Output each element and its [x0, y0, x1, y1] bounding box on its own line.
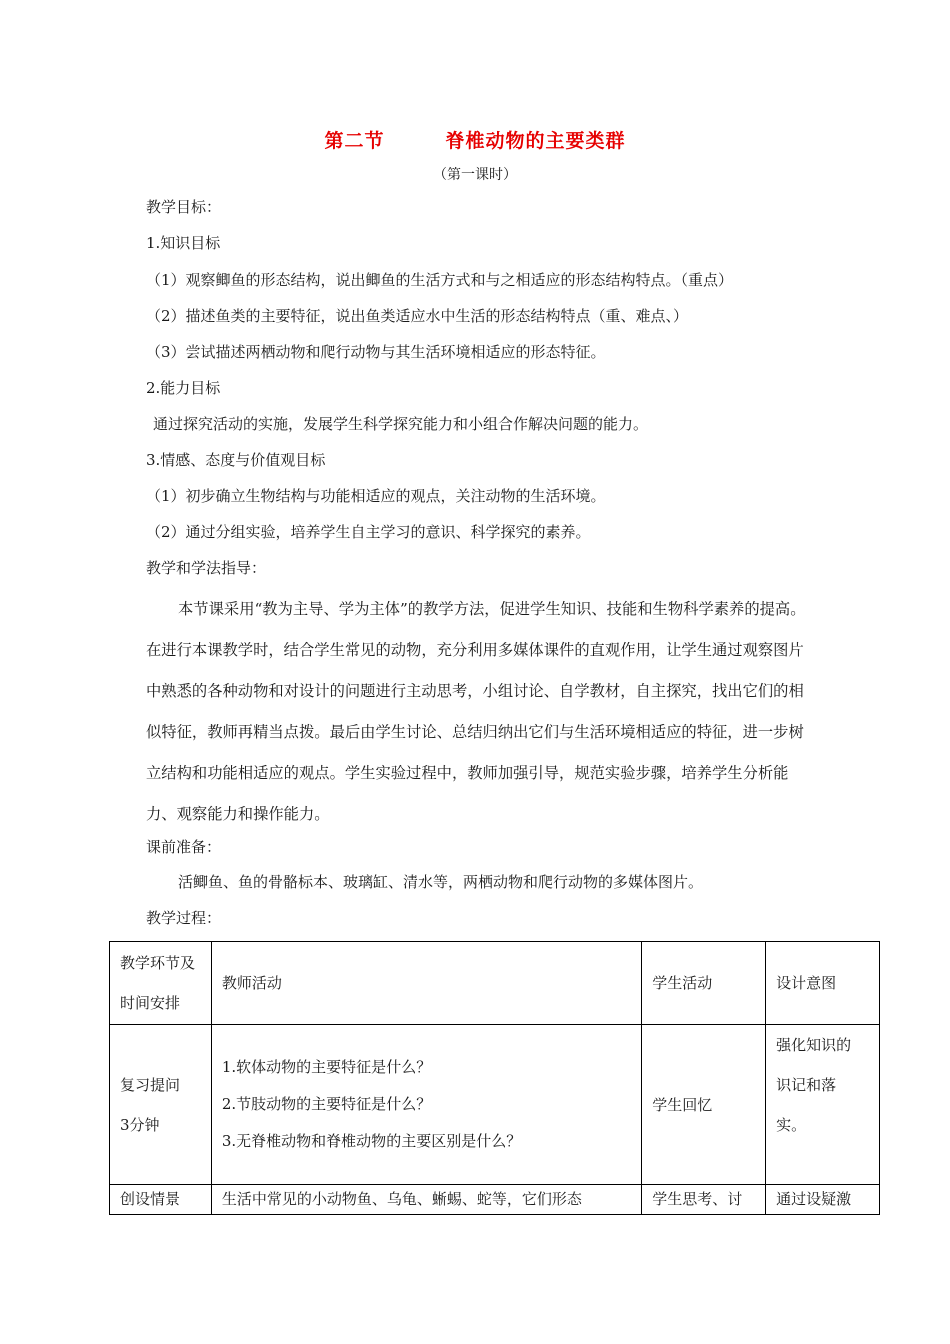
table-row [110, 1185, 880, 1215]
emotion-heading: 3.情感、态度与价值观目标 [146, 451, 326, 469]
page-title: 第二节 脊椎动物的主要类群 [324, 130, 626, 152]
prep-text: 活鲫鱼、鱼的骨骼标本、玻璃缸、清水等，两栖动物和爬行动物的多媒体图片。 [178, 873, 704, 891]
table-row [110, 1025, 880, 1185]
header-stage [110, 942, 212, 1025]
process-heading: 教学过程： [146, 909, 222, 927]
lesson-process-table [109, 941, 880, 1215]
method-paragraph: 本节课采用“教为主导、学为主体”的教学方法，促进学生知识、技能和生物科学素养的提高。在进行本课教学时，结合学生常见的动物，充分利用多媒体课件的直观作用，让学生通过观察图片中熟悉的各种动物和对设计的问题进行主动思考，小组讨论、自学教材，自主探究，找出它们的相似特征，教师再精当点拨。最后由学生讨论、总结归纳出它们与生活环境相适应的特征，进一步树立结构和功能相适应的观点。学生实验过程中，教师加强引导，规范实验步骤，培养学生分析能力、观察能力和操作能力。 [146, 600, 806, 823]
row1-teacher [211, 1025, 641, 1185]
header-student: 学生活动 [642, 942, 766, 1025]
page-subtitle: （第一课时） [433, 167, 517, 183]
emotion-item-2: （2）通过分组实验，培养学生自主学习的意识、科学探究的素养。 [146, 523, 591, 541]
row2-design: 通过设疑激 [766, 1185, 880, 1215]
row1-stage-line-1: 复习提问 [120, 1075, 181, 1094]
emotion-item-1: （1）初步确立生物结构与功能相适应的观点，关注动物的生活环境。 [146, 487, 606, 505]
row1-design-line-1: 强化知识的 [776, 1036, 852, 1054]
row2-teacher: 生活中常见的小动物鱼、乌龟、蜥蜴、蛇等，它们形态 [211, 1185, 641, 1215]
row1-teacher-q2: 2.节肢动物的主要特征是什么？ [221, 1095, 432, 1113]
row2-student: 学生思考、讨 [642, 1185, 766, 1215]
row1-stage [110, 1025, 212, 1185]
row1-design-line-3: 实。 [776, 1116, 807, 1134]
row1-design [766, 1025, 880, 1185]
knowledge-item-1: （1）观察鲫鱼的形态结构，说出鲫鱼的生活方式和与之相适应的形态结构特点。（重点） [146, 271, 734, 289]
row1-stage-line-2: 3分钟 [120, 1115, 160, 1134]
header-teacher: 教师活动 [211, 942, 641, 1025]
row1-teacher-q3: 3.无脊椎动物和脊椎动物的主要区别是什么？ [221, 1132, 522, 1150]
knowledge-item-2: （2）描述鱼类的主要特征，说出鱼类适应水中生活的形态结构特点（重、难点、） [146, 307, 689, 325]
ability-heading: 2.能力目标 [146, 379, 221, 397]
ability-text: 通过探究活动的实施，发展学生科学探究能力和小组合作解决问题的能力。 [153, 415, 649, 433]
method-heading: 教学和学法指导： [146, 559, 267, 577]
table-header-row [110, 942, 880, 1025]
row2-stage: 创设情景 [110, 1185, 212, 1215]
header-design: 设计意图 [766, 942, 880, 1025]
row1-teacher-q1: 1.软体动物的主要特征是什么？ [221, 1058, 432, 1076]
row1-design-line-2: 识记和落 [776, 1076, 837, 1094]
row1-student: 学生回忆 [642, 1025, 766, 1185]
header-stage-line-2: 时间安排 [120, 994, 181, 1012]
header-stage-line-1: 教学环节及 [120, 954, 196, 972]
prep-heading: 课前准备： [146, 838, 222, 856]
objectives-heading: 教学目标： [146, 198, 222, 216]
knowledge-heading: 1.知识目标 [146, 234, 221, 252]
knowledge-item-3: （3）尝试描述两栖动物和爬行动物与其生活环境相适应的形态特征。 [146, 343, 606, 361]
